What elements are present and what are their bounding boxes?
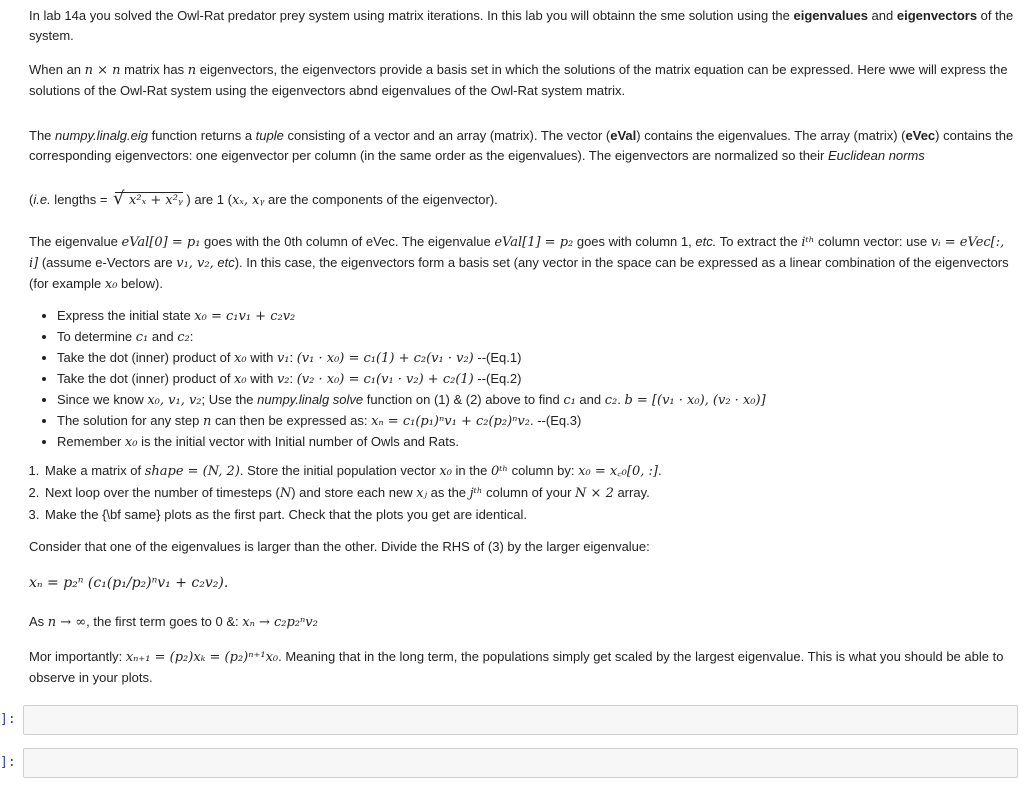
bold-eigenvectors: eigenvectors xyxy=(896,8,978,23)
italic: Euclidean norms xyxy=(827,148,925,163)
intro-paragraph xyxy=(29,6,1014,46)
math: xₙ = c₁(p₁)ⁿv₁ + c₂(p₂)ⁿv₂ xyxy=(371,414,530,429)
text: . Store the initial population vector xyxy=(239,463,440,478)
text: (assume e-Vectors are xyxy=(38,255,177,270)
math: x₀ xyxy=(104,277,118,292)
math: c₁ xyxy=(135,330,149,345)
italic: i.e. xyxy=(33,192,51,207)
larger-eigenvalue-text: Consider that one of the eigenvalues is larger than the other. Divide the RHS of (3) by the larger eigenvalue: xyxy=(29,539,650,554)
math: N xyxy=(279,486,292,501)
math: v₁, v₂, xyxy=(176,256,214,271)
italic: numpy.linalg.eig xyxy=(55,128,148,143)
text: --(Eq.2) xyxy=(473,371,522,386)
bullet-list xyxy=(29,306,1007,453)
text: consisting of a vector and an array (matrix). The vector ( xyxy=(283,128,611,143)
text: column vector: use xyxy=(814,234,931,249)
divided-equation: xₙ = p₂ⁿ (c₁(p₁/p₂)ⁿv₁ + c₂v₂). xyxy=(29,575,229,591)
text: : xyxy=(289,350,297,365)
text: : xyxy=(189,329,194,344)
text: Take the dot (inner) product of xyxy=(57,371,235,386)
list-item xyxy=(57,306,1007,327)
text: Remember xyxy=(57,434,125,449)
text: To determine xyxy=(57,329,136,344)
text: To extract the xyxy=(716,234,802,249)
list-item xyxy=(43,460,993,482)
math: c₁ xyxy=(563,393,576,408)
math: xₙ → c₂p₂ⁿv₂ xyxy=(242,615,318,630)
math: eVal[0] = p₁ xyxy=(121,235,201,250)
math: c₂ xyxy=(177,330,190,345)
italic: numpy.linalg solve xyxy=(257,392,364,407)
text: with xyxy=(246,350,277,365)
math: n xyxy=(202,414,212,429)
norm-line xyxy=(29,190,1014,211)
math: x₀ xyxy=(234,372,247,387)
text: ) are 1 ( xyxy=(182,192,232,207)
text: ; Use the xyxy=(201,392,258,407)
text: ( xyxy=(29,192,34,207)
math: x₀ = c₁v₁ + c₂v₂ xyxy=(194,309,296,324)
limit-line xyxy=(29,612,1014,633)
text: can then be expressed as: xyxy=(211,413,372,428)
math: 0ᵗʰ xyxy=(490,464,509,479)
math: (v₂ · x₀) = c₁(v₁ · v₂) + c₂(1) xyxy=(296,372,474,387)
text: Make a matrix of xyxy=(45,463,145,478)
text: , the first term goes to 0 &: xyxy=(86,614,243,629)
text: column by: xyxy=(508,463,579,478)
text: Since we know xyxy=(57,392,148,407)
math: n → ∞ xyxy=(47,615,87,630)
text: : xyxy=(289,371,297,386)
math: jᵗʰ xyxy=(469,486,483,501)
italic: etc. xyxy=(695,234,717,249)
text: as the xyxy=(427,485,470,500)
text: function returns a xyxy=(148,128,256,143)
text: . --(Eq.3) xyxy=(529,413,582,428)
bold: eVec xyxy=(905,128,936,143)
code-cell-input[interactable] xyxy=(23,705,1018,735)
text: The eigenvalue xyxy=(29,234,122,249)
math: shape = (N, 2) xyxy=(144,464,240,479)
list-item xyxy=(57,390,1007,411)
columns-paragraph xyxy=(29,232,1014,295)
math: x₀, v₁, v₂ xyxy=(147,393,202,408)
longterm-paragraph xyxy=(29,647,1014,688)
math: iᵗʰ xyxy=(801,235,815,250)
list-item xyxy=(57,411,1007,432)
text: Next loop over the number of timesteps ( xyxy=(45,485,280,500)
math: eVal[1] = p₂ xyxy=(494,235,574,250)
math: xₙ₊₁ = (p₂)xₖ = (p₂)ⁿ⁺¹x₀ xyxy=(125,650,279,665)
text: . Meaning that in the long term, the populations simply get scaled by the largest eigenvalue. This is what you should be able to observe in your plots. xyxy=(29,649,1004,685)
math: x₀ xyxy=(234,351,247,366)
numbered-list xyxy=(29,460,993,525)
text: are the components of the eigenvector). xyxy=(264,192,498,207)
list-item xyxy=(57,348,1007,369)
math: v₂ xyxy=(276,372,290,387)
list-item xyxy=(57,432,1007,453)
text: in the xyxy=(451,463,491,478)
list-item xyxy=(43,482,993,504)
math: N × 2 xyxy=(575,486,614,501)
text: eigenvectors, the eigenvectors provide a basis set in which the solutions of the matrix equation can be expressed. Here wwe will express the solutions of the Owl-Rat system using the eigenvectors abnd eigenvalues of the Owl-Rat system matrix. xyxy=(29,62,1008,98)
text: Make the {\bf same} plots as the first part. Check that the plots you get are identical. xyxy=(45,507,527,522)
text: of the system. xyxy=(29,8,1014,43)
text: and xyxy=(575,392,605,407)
math: (v₁ · x₀) = c₁(1) + c₂(v₁ · v₂) xyxy=(296,351,474,366)
text: with xyxy=(246,371,277,386)
text: As xyxy=(29,614,48,629)
eig-paragraph xyxy=(29,126,1014,166)
math: c₂ xyxy=(604,393,618,408)
cell-prompt: ]: xyxy=(0,755,16,770)
math: xⱼ xyxy=(416,486,428,501)
sqrt-expression: √ x²ₓ + x²ᵧ xyxy=(115,192,183,209)
cell-prompt: ]: xyxy=(0,712,16,727)
text: When an xyxy=(29,62,85,77)
math: n xyxy=(187,63,197,78)
math: x₀ = x꜀₀[0, :] xyxy=(578,464,658,479)
text: matrix has xyxy=(120,62,188,77)
math: vᵢ = eVec[:, i] xyxy=(29,235,1005,271)
text: ) contains the corresponding eigenvectors: one eigenvector per column (in the same order as the eigenvalues). The eigenvectors are normalized so their xyxy=(29,128,1014,163)
bold-eigenvalues: eigenvalues xyxy=(793,8,868,23)
math: n × n xyxy=(84,63,121,78)
text: ) contains the eigenvalues. The array (matrix) ( xyxy=(636,128,906,143)
text: Express the initial state xyxy=(57,308,195,323)
text: The solution for any step xyxy=(57,413,203,428)
text: function on (1) & (2) above to find xyxy=(363,392,564,407)
text: goes with column 1, xyxy=(573,234,696,249)
text: lengths = xyxy=(50,192,112,207)
text: ) and store each new xyxy=(291,485,417,500)
text: In lab 14a you solved the Owl-Rat predator prey system using matrix iterations. In this lab you will obtainn the sme solution using the xyxy=(29,8,794,23)
math: x₀ xyxy=(124,435,138,450)
text: Take the dot (inner) product of xyxy=(57,350,235,365)
text: . xyxy=(617,392,625,407)
text: below). xyxy=(117,276,163,291)
code-cell-input[interactable] xyxy=(23,748,1018,778)
math: v₁ xyxy=(276,351,290,366)
text: ). In this case, the eigenvectors form a basis set (any vector in the space can be expressed as a linear combination of the eigenvectors (for example xyxy=(29,255,1009,291)
text: goes with the 0th column of eVec. The eigenvalue xyxy=(200,234,495,249)
text: Mor importantly: xyxy=(29,649,126,664)
italic: etc xyxy=(217,255,235,270)
math: xₓ, xᵧ xyxy=(231,193,265,208)
text: is the initial vector with Initial number of Owls and Rats. xyxy=(137,434,459,449)
text: . xyxy=(657,463,662,478)
list-item xyxy=(57,327,1007,348)
text: and xyxy=(148,329,178,344)
text: column of your xyxy=(482,485,576,500)
math: x₀ xyxy=(439,464,452,479)
text: The xyxy=(29,128,56,143)
text: array. xyxy=(613,485,650,500)
text: and xyxy=(867,8,897,23)
text: --(Eq.1) xyxy=(473,350,522,365)
basis-paragraph xyxy=(29,60,1014,101)
list-item xyxy=(57,369,1007,390)
math: b = [(v₁ · x₀), (v₂ · x₀)] xyxy=(624,393,766,408)
list-item xyxy=(43,504,993,525)
italic: tuple xyxy=(255,128,284,143)
bold: eVal xyxy=(610,128,637,143)
